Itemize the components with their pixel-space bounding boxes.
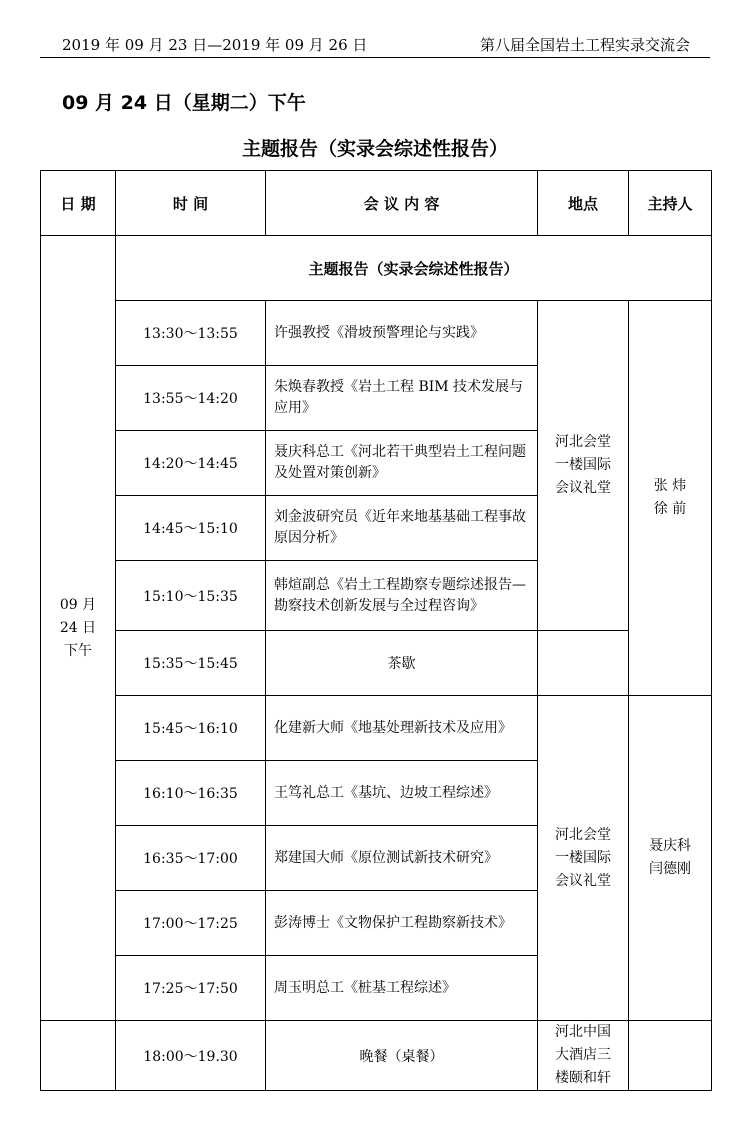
- date-cell-empty: [41, 1021, 116, 1091]
- time-cell: 17:25～17:50: [116, 956, 266, 1021]
- time-cell: 15:35～15:45: [116, 631, 266, 696]
- content-cell: 聂庆科总工《河北若干典型岩土工程问题及处置对策创新》: [266, 431, 538, 496]
- header-divider: [40, 57, 710, 58]
- col-header-content: 会 议 内 容: [266, 171, 538, 236]
- venue-cell-empty: [538, 631, 629, 696]
- content-cell: 化建新大师《地基处理新技术及应用》: [266, 696, 538, 761]
- table-header-row: [41, 171, 712, 236]
- content-cell: 郑建国大师《原位测试新技术研究》: [266, 826, 538, 891]
- col-header-venue: 地点: [538, 171, 629, 236]
- venue-cell: 河北中国 大酒店三 楼颐和轩: [538, 1021, 629, 1091]
- schedule-table: [40, 170, 712, 1091]
- header-event-name: 第八届全国岩土工程实录交流会: [479, 36, 690, 54]
- time-cell: 13:30～13:55: [116, 301, 266, 366]
- time-cell: 13:55～14:20: [116, 366, 266, 431]
- col-header-host: 主持人: [629, 171, 712, 236]
- time-cell: 18:00～19.30: [116, 1021, 266, 1091]
- content-cell: 彭涛博士《文物保护工程勘察新技术》: [266, 891, 538, 956]
- time-cell: 14:20～14:45: [116, 431, 266, 496]
- content-cell: 王笃礼总工《基坑、边坡工程综述》: [266, 761, 538, 826]
- table-row: [41, 301, 712, 366]
- table-row: [41, 696, 712, 761]
- time-cell: 15:45～16:10: [116, 696, 266, 761]
- session-date-title: 09 月 24 日（星期二）下午: [62, 92, 306, 114]
- time-cell: 17:00～17:25: [116, 891, 266, 956]
- venue-cell: 河北会堂 一楼国际 会议礼堂: [538, 301, 629, 631]
- venue-cell: 河北会堂 一楼国际 会议礼堂: [538, 696, 629, 1021]
- col-header-date: 日 期: [41, 171, 116, 236]
- section-title: 主题报告（实录会综述性报告）: [241, 138, 508, 160]
- content-cell: 朱焕春教授《岩土工程 BIM 技术发展与应用》: [266, 366, 538, 431]
- content-cell: 周玉明总工《桩基工程综述》: [266, 956, 538, 1021]
- host-cell: 张 炜 徐 前: [629, 301, 712, 696]
- date-cell: 09 月 24 日 下午: [41, 236, 116, 1021]
- table-row: [41, 631, 712, 696]
- col-header-time: 时 间: [116, 171, 266, 236]
- time-cell: 16:35～17:00: [116, 826, 266, 891]
- time-cell: 16:10～16:35: [116, 761, 266, 826]
- content-cell: 许强教授《滑坡预警理论与实践》: [266, 301, 538, 366]
- subheader-cell: 主题报告（实录会综述性报告）: [116, 236, 712, 301]
- host-cell: 聂庆科 闫德刚: [629, 696, 712, 1021]
- table-row: [41, 236, 712, 301]
- content-cell: 刘金波研究员《近年来地基基础工程事故原因分析》: [266, 496, 538, 561]
- content-cell: 晚餐（桌餐）: [266, 1021, 538, 1091]
- content-cell: 韩煊副总《岩土工程勘察专题综述报告—勘察技术创新发展与全过程咨询》: [266, 561, 538, 631]
- time-cell: 14:45～15:10: [116, 496, 266, 561]
- header-date-range: 2019 年 09 月 23 日—2019 年 09 月 26 日: [62, 36, 368, 54]
- content-cell: 茶歇: [266, 631, 538, 696]
- time-cell: 15:10～15:35: [116, 561, 266, 631]
- table-row: [41, 1021, 712, 1091]
- host-cell-empty: [629, 1021, 712, 1091]
